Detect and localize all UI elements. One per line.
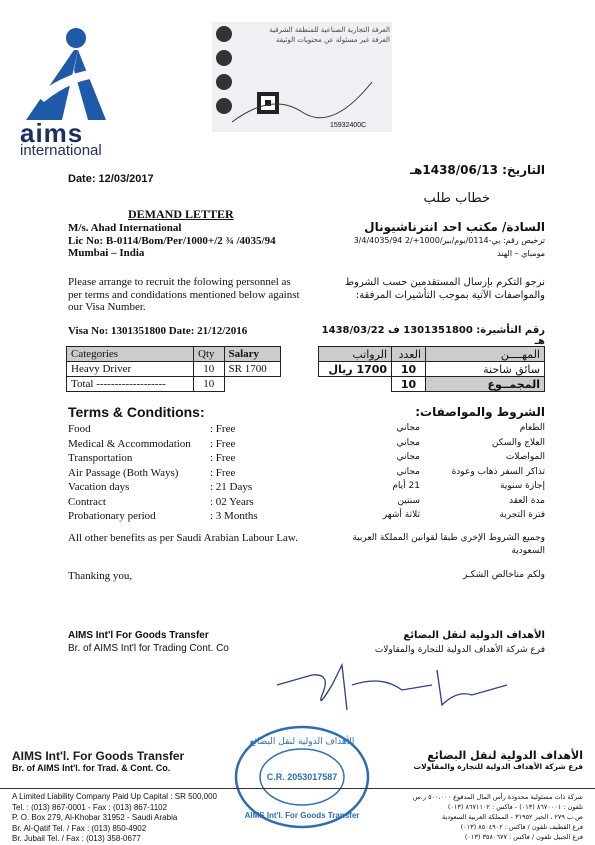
address-ar-line: ترخيص رقم: بي-0114/بوم/بير/1000+/2 3/4/4035/94 [353,236,545,245]
visa-en: Visa No: 1301351800 Date: 21/12/2016 [68,325,248,337]
body-en: Please arrange to recruit the folowing personnel as per terms and condidations mentioned below against our Visa Number. [68,276,300,313]
table-cell: 10 [194,362,225,377]
footer-en-contacts [12,792,217,845]
footer-ar-line: شركة ذات مسئولية محدودة رأس المال المدفوع ٥٠٠،٠٠٠ ر.س [412,793,583,801]
company-ar-name: الأهداف الدولية لنقل البضائع [403,630,545,641]
company-ar [330,629,545,657]
table-row [67,377,281,392]
terms-title-en: Terms & Conditions: [68,404,205,420]
term-label-ar: المواصلات [505,452,545,462]
cert-arabic-2: الغرفة غير مسئولة عن محتويات الوثيقة [275,36,390,44]
term-label-ar: تذاكر السفر ذهاب وعودة [451,466,545,477]
term-value-en: : Free [210,423,236,435]
signature-icon [272,655,512,715]
seal-number: C.R. 2053017587 [266,772,338,782]
terms-values-ar [340,423,420,525]
table-cell [319,377,392,392]
term-value-ar: مجاني [396,437,420,448]
table-header: المهــــن [426,347,545,362]
date-en: Date: 12/03/2017 [68,173,154,185]
term-value-en: : Free [210,437,236,450]
table-row [67,362,281,377]
term-label-en: Probationary period [68,510,156,522]
address-en-line: Lic No: B-0114/Bom/Per/1000+/2 ¾ /4035/94 [68,234,276,247]
term-value-en: : 21 Days [210,481,253,493]
term-value-en: : Free [210,452,236,464]
footer-en-line: Tel. : (013) 867-0001 - Fax : (013) 867-1102 [12,802,168,812]
term-value-en: : 3 Months [210,510,258,522]
table-header: Qty [194,347,225,362]
term-label-en: Air Passage (Both Ways) [68,466,179,479]
footer-ar-line: فرع الجبيل تلفون / فاكس : ٣٥٨٠٦٧٧ (٠١٣) [464,833,583,841]
table-header: الرواتب [319,347,392,362]
term-value-ar: مجاني [396,466,420,477]
table-header: العدد [392,347,426,362]
logo-wordmark: aims [20,118,84,148]
table-cell: SR 1700 [224,362,281,377]
footer-en [12,749,184,773]
seal-english: AIMS Int'l. For Goods Transfer [244,811,360,820]
thanks-en: Thanking you, [68,570,133,582]
address-ar [320,221,545,260]
cert-arabic-1: الغرفة التجارية الصناعية للمنطقة الشرقية [269,26,390,34]
company-en-name: AIMS Int'l For Goods Transfer [68,630,209,641]
seal-arabic: الأهداف الدولية لنقل البضائع [249,737,355,747]
term-value-ar: 21 أيام [392,481,420,491]
footer-divider [0,788,595,789]
table-cell: سائق شاحنة [426,362,545,377]
table-cell: Heavy Driver [67,362,194,377]
footer-ar-contacts [380,792,583,842]
terms-values-en [210,423,300,525]
term-label-ar: العلاج والسكن [491,437,545,448]
term-label-ar: مدة العقد [509,495,545,506]
company-en-sub: Br. of AIMS Int'l for Trading Cont. Co [68,643,229,654]
table-cell: 10 [392,377,426,392]
categories-table-en [66,346,281,392]
table-header: Categories [67,347,194,362]
term-label-ar: الطعام [519,423,545,433]
footer-en-line: P. O. Box 279, Al-Khobar 31952 - Saudi Arabia [12,813,178,822]
address-ar-line: مومباي – الهند [497,249,545,258]
term-label-en: Food [68,423,91,435]
table-row [319,362,545,377]
table-cell: 1700 ريال [319,362,392,377]
benefits-en: All other benefits as per Saudi Arabian Labour Law. [68,532,298,544]
footer-ar [380,749,583,771]
term-value-ar: مجاني [396,423,420,433]
company-seal-icon [232,722,372,832]
company-ar-sub: فرع شركة الأهداف الدولية للتجارة والمقاولات [374,645,545,655]
address-ar-line: السادة/ مكتب احد انترناشيونال [364,220,545,234]
address-en [68,222,276,260]
footer-en-line: Br. Al-Qatif Tel. / Fax : (013) 850-4902 [12,823,147,833]
terms-labels-en [68,423,208,525]
term-label-en: Transportation [68,452,133,464]
footer-ar-name: الأهداف الدولية لنقل البضائع [427,749,583,762]
term-label-en: Medical & Accommodation [68,437,191,450]
benefits-ar: وجميع الشروط الإخري طبقا لقوانين المملكة العربية السعودية [352,533,545,556]
term-value-en: : Free [210,466,236,479]
company-en [68,629,229,655]
visa-ar: رقم التأشيرة: 1301351800 ف 1438/03/22 هـ [321,325,545,347]
term-label-en: Contract [68,495,106,508]
table-header: Salary [224,347,281,362]
terms-title-ar: الشروط والمواصفات: [415,405,545,419]
footer-en-sub: Br. of AIMS Int'l. for Trad. & Cont. Co. [12,763,171,773]
footer-ar-line: تلفون : ٨٦٧٠٠٠١ (٠١٣) - فاكس : ٨٦٧١١٠٢ (٠١٣) [447,803,583,811]
table-cell: 10 [194,377,225,392]
categories-table-ar [318,346,545,392]
address-en-line: M/s. Ahad International [68,222,182,234]
table-cell: Total ------------------- [67,377,194,392]
term-value-en: : 02 Years [210,495,254,508]
date-ar: التاريخ: 1438/06/13هـ [409,163,545,177]
terms-labels-ar [425,423,545,525]
title-en: DEMAND LETTER [128,207,234,221]
table-row [319,377,545,392]
table-cell: المجمــوع [426,377,545,392]
logo-subtitle: international [20,142,102,159]
body-ar: نرجو التكرم بإرسال المستقدمين حسب الشروط والمواصفات الآتية بموجب التأشيرات المرفقة: [344,277,545,301]
term-label-ar: إجازة سنوية [500,481,545,491]
term-label-en: Vacation days [68,481,130,493]
footer-en-line: Br. Jubail Tel. / Fax : (013) 358-0677 [12,834,141,843]
footer-ar-line: ص.ب ٢٧٩ ، الخبر ٣١٩٥٢ - المملكة العربية السعودية [441,813,583,821]
table-cell: 10 [392,362,426,377]
footer-en-line: A Limited Liability Company Paid Up Capital : SR 500,000 [12,792,217,801]
thanks-ar: ولكم مناخالص الشكـر [463,570,545,580]
title-ar: خطاب طلب [423,191,490,206]
table-cell [224,377,281,392]
footer-ar-sub: فرع شركة الأهداف الدولية للتجارة والمقاولات [413,762,583,771]
footer-en-name: AIMS Int'l. For Goods Transfer [12,749,185,763]
table-header-row [319,347,545,362]
term-value-ar: مجاني [396,452,420,462]
term-value-ar: ثلاثة أشهر [382,510,420,520]
table-header-row [67,347,281,362]
footer-ar-line: فرع القطيف تلفون / فاكس : ٨٥٠٤٩٠٢ (٠١٣) [460,823,583,831]
cert-code: 15932400C [330,122,367,129]
term-label-ar: فترة التجربة [499,510,545,520]
address-en-line: Mumbai – India [68,247,145,259]
term-value-ar: سنتين [397,495,420,506]
